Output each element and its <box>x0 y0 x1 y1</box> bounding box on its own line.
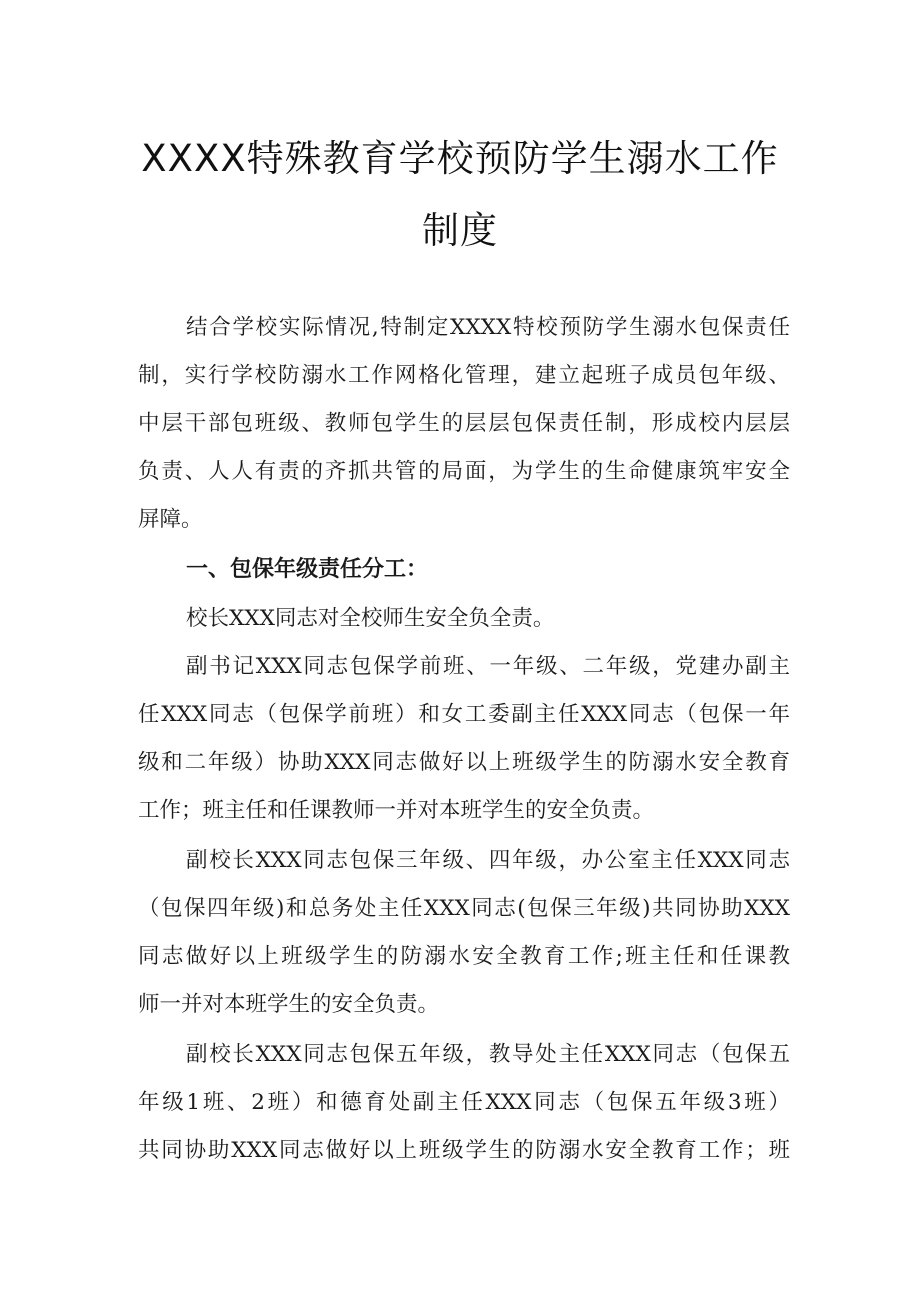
paragraph-line: 副校长XXX同志包保三年级、四年级，办公室主任XXX同志 <box>186 848 790 873</box>
section-heading: 一、包保年级责任分工： <box>186 557 429 582</box>
paragraph-line: 副书记XXX同志包保学前班、一年级、二年级，党建办副主 <box>186 654 790 679</box>
document-title-line1: XXXX特殊教育学校预防学生溺水工作 <box>141 137 779 180</box>
paragraph-line: 工作；班主任和任课教师一并对本班学生的安全负责。 <box>138 798 655 823</box>
paragraph-line: 中层干部包班级、教师包学生的层层包保责任制，形成校内层层 <box>138 411 790 436</box>
paragraph-line: 同志做好以上班级学生的防溺水安全教育工作;班主任和任课教 <box>138 944 790 969</box>
document-title-line2: 制度 <box>422 209 498 252</box>
paragraph-line: 共同协助XXX同志做好以上班级学生的防溺水安全教育工作；班 <box>138 1138 790 1163</box>
paragraph-line: （包保四年级)和总务处主任XXX同志(包保三年级)共同协助XXX <box>138 896 790 921</box>
paragraph-line: 屏障。 <box>138 507 203 532</box>
paragraph-line: 负责、人人有责的齐抓共管的局面，为学生的生命健康筑牢安全 <box>138 459 790 484</box>
paragraph-line: 结合学校实际情况,特制定XXXX特校预防学生溺水包保责任 <box>186 315 790 340</box>
paragraph-line: 副校长XXX同志包保五年级，教导处主任XXX同志（包保五 <box>186 1042 790 1067</box>
paragraph-line: 制，实行学校防溺水工作网格化管理，建立起班子成员包年级、 <box>138 363 790 388</box>
paragraph-line: 级和二年级）协助XXX同志做好以上班级学生的防溺水安全教育 <box>138 750 790 775</box>
paragraph-line: 师一并对本班学生的安全负责。 <box>138 992 440 1017</box>
paragraph-line: 校长XXX同志对全校师生安全负全责。 <box>186 606 555 631</box>
paragraph-line: 任XXX同志（包保学前班）和女工委副主任XXX同志（包保一年 <box>138 702 790 727</box>
paragraph-line: 年级1班、2班）和德育处副主任XXX同志（包保五年级3班） <box>138 1090 790 1115</box>
